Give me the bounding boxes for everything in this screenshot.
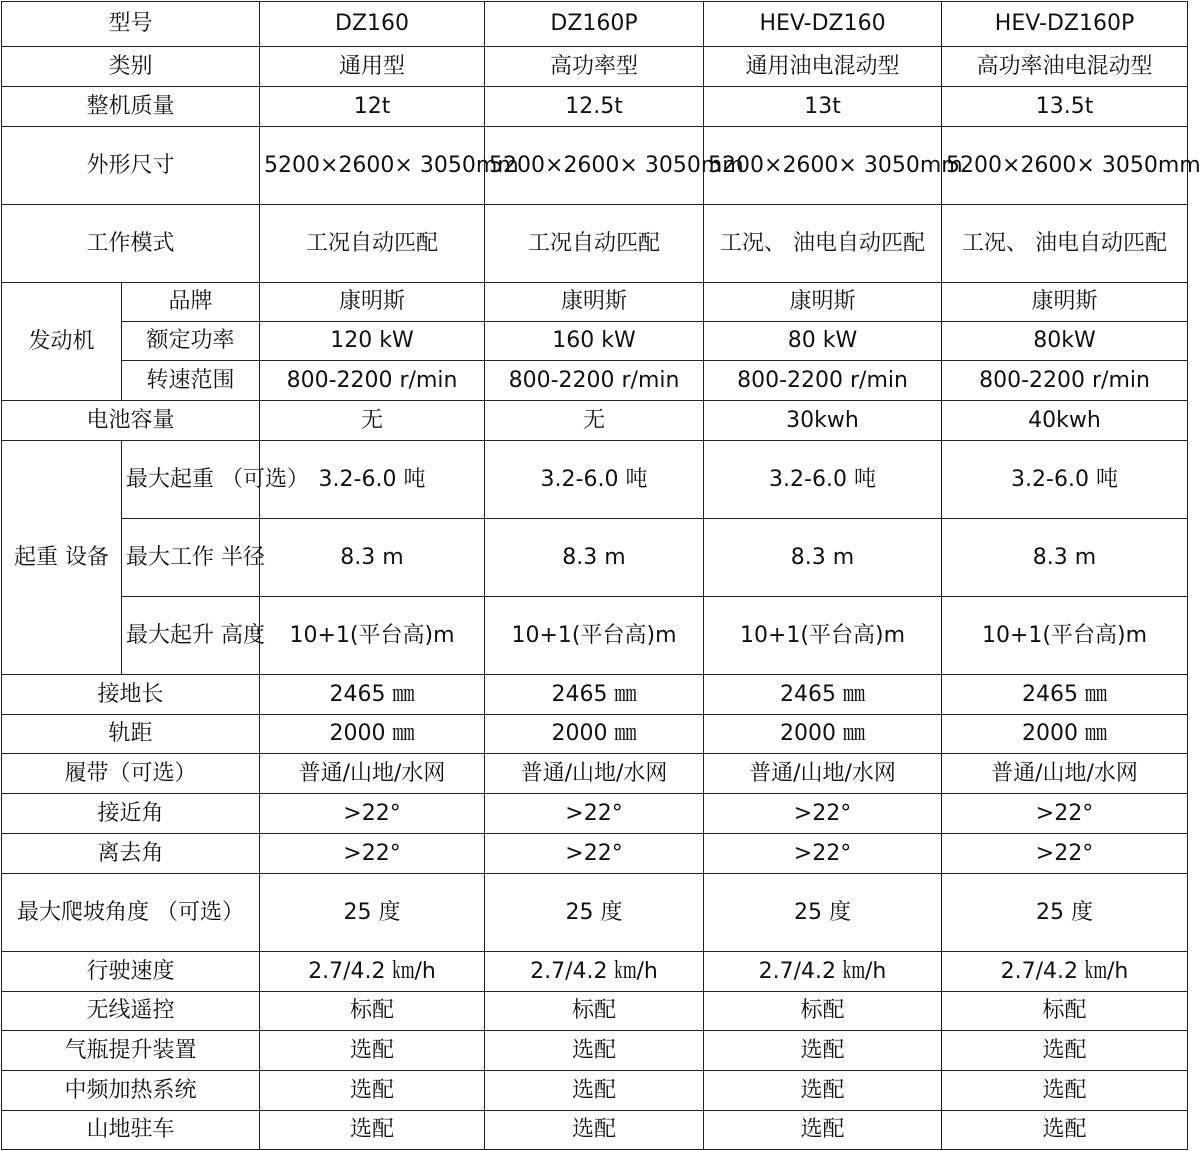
header-row xyxy=(2,2,1188,47)
header-label: 型号 xyxy=(2,2,260,47)
cell-value: 30kwh xyxy=(704,401,942,441)
cell-value: 10+1(平台高)m xyxy=(485,597,704,675)
cell-value: >22° xyxy=(942,794,1188,834)
cell-value: 2.7/4.2 ㎞/h xyxy=(942,952,1188,992)
cell-value: 10+1(平台高)m xyxy=(942,597,1188,675)
cell-value: 2.7/4.2 ㎞/h xyxy=(485,952,704,992)
cell-value: >22° xyxy=(942,834,1188,874)
group-label-engine: 发动机 xyxy=(2,283,122,401)
cell-value: >22° xyxy=(485,834,704,874)
cell-value: 通用油电混动型 xyxy=(704,47,942,87)
cell-value: 康明斯 xyxy=(260,283,485,322)
cell-value: 80kW xyxy=(942,322,1188,361)
cell-value: 3.2-6.0 吨 xyxy=(485,441,704,519)
table-row xyxy=(2,283,1188,322)
row-label: 气瓶提升装置 xyxy=(2,1031,260,1071)
cell-value: 普通/山地/水网 xyxy=(704,754,942,794)
table-row xyxy=(2,1111,1188,1150)
cell-value: 工况自动匹配 xyxy=(485,205,704,283)
cell-value: 选配 xyxy=(260,1111,485,1150)
cell-value: 8.3 m xyxy=(260,519,485,597)
cell-value: 工况、 油电自动匹配 xyxy=(704,205,942,283)
model-name: HEV-DZ160P xyxy=(942,2,1188,47)
row-label: 额定功率 xyxy=(122,322,260,361)
cell-value: >22° xyxy=(704,834,942,874)
cell-value: 标配 xyxy=(704,992,942,1031)
row-label: 最大工作 半径 xyxy=(122,519,260,597)
cell-value: 800-2200 r/min xyxy=(704,361,942,401)
cell-value: 普通/山地/水网 xyxy=(942,754,1188,794)
table-row xyxy=(2,519,1188,597)
row-label: 最大爬坡角度 （可选） xyxy=(2,874,260,952)
cell-value: 3.2-6.0 吨 xyxy=(942,441,1188,519)
cell-value: 2465 ㎜ xyxy=(942,675,1188,715)
cell-value: 25 度 xyxy=(260,874,485,952)
table-row xyxy=(2,1031,1188,1071)
cell-value: 选配 xyxy=(942,1111,1188,1150)
model-name: DZ160P xyxy=(485,2,704,47)
cell-value: 12t xyxy=(260,87,485,127)
cell-value: 2465 ㎜ xyxy=(485,675,704,715)
row-label: 最大起重 （可选） xyxy=(122,441,260,519)
cell-value: 2000 ㎜ xyxy=(485,715,704,754)
cell-value: 选配 xyxy=(942,1031,1188,1071)
cell-value: 10+1(平台高)m xyxy=(260,597,485,675)
model-name: DZ160 xyxy=(260,2,485,47)
row-label: 类别 xyxy=(2,47,260,87)
row-label: 电池容量 xyxy=(2,401,260,441)
row-label: 接地长 xyxy=(2,675,260,715)
row-label: 山地驻车 xyxy=(2,1111,260,1150)
cell-value: 选配 xyxy=(942,1071,1188,1111)
row-label: 轨距 xyxy=(2,715,260,754)
cell-value: 5200×2600× 3050mm xyxy=(704,127,942,205)
table-row xyxy=(2,834,1188,874)
cell-value: 25 度 xyxy=(485,874,704,952)
cell-value: 8.3 m xyxy=(942,519,1188,597)
cell-value: 160 kW xyxy=(485,322,704,361)
cell-value: 高功率油电混动型 xyxy=(942,47,1188,87)
table-row xyxy=(2,322,1188,361)
cell-value: 选配 xyxy=(485,1111,704,1150)
cell-value: 标配 xyxy=(260,992,485,1031)
cell-value: 选配 xyxy=(485,1071,704,1111)
cell-value: 选配 xyxy=(704,1071,942,1111)
cell-value: 2.7/4.2 ㎞/h xyxy=(260,952,485,992)
cell-value: 工况自动匹配 xyxy=(260,205,485,283)
cell-value: 2465 ㎜ xyxy=(260,675,485,715)
cell-value: 8.3 m xyxy=(485,519,704,597)
cell-value: 12.5t xyxy=(485,87,704,127)
cell-value: 25 度 xyxy=(942,874,1188,952)
cell-value: 无 xyxy=(485,401,704,441)
cell-value: 8.3 m xyxy=(704,519,942,597)
cell-value: 普通/山地/水网 xyxy=(260,754,485,794)
row-label: 转速范围 xyxy=(122,361,260,401)
row-label: 离去角 xyxy=(2,834,260,874)
row-label: 最大起升 高度 xyxy=(122,597,260,675)
spec-table xyxy=(1,1,1201,1150)
table-row xyxy=(2,47,1188,87)
row-label: 无线遥控 xyxy=(2,992,260,1031)
table-row xyxy=(2,87,1188,127)
cell-value: 5200×2600× 3050mm xyxy=(942,127,1188,205)
cell-value: 10+1(平台高)m xyxy=(704,597,942,675)
cell-value: >22° xyxy=(260,834,485,874)
cell-value: 无 xyxy=(260,401,485,441)
cell-value: 选配 xyxy=(704,1031,942,1071)
cell-value: 康明斯 xyxy=(704,283,942,322)
cell-value: 康明斯 xyxy=(485,283,704,322)
cell-value: 13.5t xyxy=(942,87,1188,127)
table-row xyxy=(2,205,1188,283)
table-row xyxy=(2,361,1188,401)
cell-value: 120 kW xyxy=(260,322,485,361)
table-row xyxy=(2,127,1188,205)
cell-value: 2465 ㎜ xyxy=(704,675,942,715)
cell-value: 选配 xyxy=(485,1031,704,1071)
table-row xyxy=(2,794,1188,834)
cell-value: 40kwh xyxy=(942,401,1188,441)
table-row xyxy=(2,952,1188,992)
cell-value: 标配 xyxy=(485,992,704,1031)
cell-value: 800-2200 r/min xyxy=(260,361,485,401)
cell-value: 80 kW xyxy=(704,322,942,361)
cell-value: 800-2200 r/min xyxy=(485,361,704,401)
table-row xyxy=(2,715,1188,754)
cell-value: 3.2-6.0 吨 xyxy=(704,441,942,519)
table-row xyxy=(2,992,1188,1031)
row-label: 工作模式 xyxy=(2,205,260,283)
table-row xyxy=(2,874,1188,952)
row-label: 中频加热系统 xyxy=(2,1071,260,1111)
cell-value: 选配 xyxy=(260,1071,485,1111)
table-row xyxy=(2,675,1188,715)
table-row xyxy=(2,754,1188,794)
cell-value: 5200×2600× 3050mm xyxy=(260,127,485,205)
cell-value: 800-2200 r/min xyxy=(942,361,1188,401)
cell-value: 2000 ㎜ xyxy=(942,715,1188,754)
cell-value: 2000 ㎜ xyxy=(260,715,485,754)
cell-value: 2.7/4.2 ㎞/h xyxy=(704,952,942,992)
cell-value: >22° xyxy=(704,794,942,834)
cell-value: >22° xyxy=(485,794,704,834)
group-label-lifting: 起重 设备 xyxy=(2,441,122,675)
row-label: 行驶速度 xyxy=(2,952,260,992)
cell-value: 工况、 油电自动匹配 xyxy=(942,205,1188,283)
model-name: HEV-DZ160 xyxy=(704,2,942,47)
row-label: 履带（可选） xyxy=(2,754,260,794)
row-label: 品牌 xyxy=(122,283,260,322)
cell-value: 标配 xyxy=(942,992,1188,1031)
cell-value: 康明斯 xyxy=(942,283,1188,322)
table-row xyxy=(2,401,1188,441)
cell-value: 选配 xyxy=(260,1031,485,1071)
cell-value: 通用型 xyxy=(260,47,485,87)
table-row xyxy=(2,441,1188,519)
cell-value: 25 度 xyxy=(704,874,942,952)
table-row xyxy=(2,597,1188,675)
cell-value: 5200×2600× 3050mm xyxy=(485,127,704,205)
cell-value: 普通/山地/水网 xyxy=(485,754,704,794)
cell-value: >22° xyxy=(260,794,485,834)
row-label: 整机质量 xyxy=(2,87,260,127)
cell-value: 选配 xyxy=(704,1111,942,1150)
cell-value: 2000 ㎜ xyxy=(704,715,942,754)
cell-value: 13t xyxy=(704,87,942,127)
row-label: 接近角 xyxy=(2,794,260,834)
cell-value: 3.2-6.0 吨 xyxy=(260,441,485,519)
cell-value: 高功率型 xyxy=(485,47,704,87)
table-row xyxy=(2,1071,1188,1111)
row-label: 外形尺寸 xyxy=(2,127,260,205)
